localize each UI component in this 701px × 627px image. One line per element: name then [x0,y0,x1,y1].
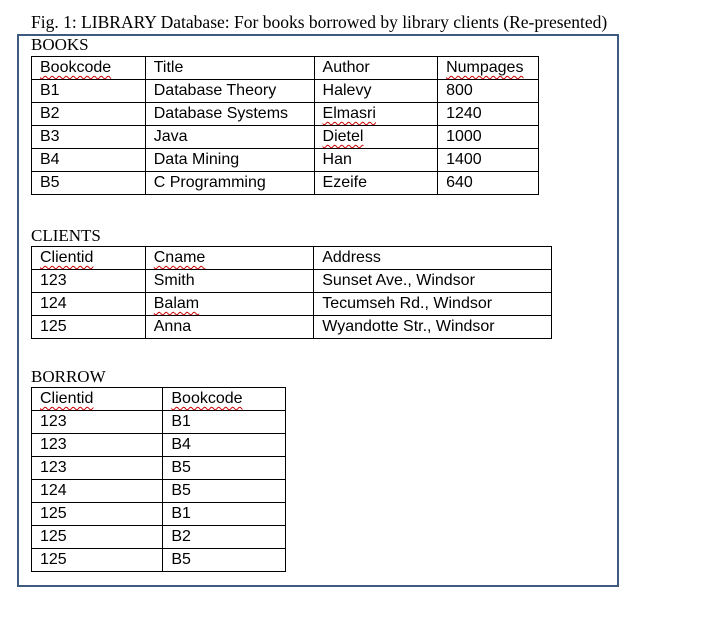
cell: 125 [32,549,163,572]
borrow-header-row [32,388,286,411]
cell: B5 [32,172,146,195]
cell [314,126,438,149]
col-header-clientid [32,247,146,270]
col-header-cname [145,247,313,270]
table-row [32,103,539,126]
cell [314,103,438,126]
books-table [31,56,539,195]
header-text: Title [153,59,184,76]
table-row [32,503,286,526]
table-row [32,126,539,149]
table-row [32,172,539,195]
clients-table [31,246,552,339]
header-text: Bookcode [171,390,243,407]
col-header-clientid [32,388,163,411]
cell: B1 [163,503,286,526]
cell: 800 [438,80,539,103]
col-header-address [314,247,552,270]
cell: Ezeife [314,172,438,195]
cell: B5 [163,549,286,572]
cell-text: Balam [153,295,200,312]
table-row [32,293,552,316]
header-text: Address [322,249,381,266]
cell [145,293,313,316]
header-text: Clientid [40,249,94,266]
cell: 1000 [438,126,539,149]
cell: 123 [32,457,163,480]
clients-table-name: CLIENTS [31,226,101,245]
cell: Han [314,149,438,172]
cell: Database Theory [145,80,314,103]
cell: B3 [32,126,146,149]
table-row [32,549,286,572]
table-row [32,411,286,434]
cell: B1 [32,80,146,103]
col-header-title [145,57,314,80]
books-header-row [32,57,539,80]
cell: 124 [32,480,163,503]
cell: Database Systems [145,103,314,126]
col-header-numpages [438,57,539,80]
cell: C Programming [145,172,314,195]
cell: 123 [32,411,163,434]
cell: Halevy [314,80,438,103]
header-text: Clientid [40,390,94,407]
header-text: Numpages [446,59,524,76]
cell-text: Elmasri [322,105,376,122]
cell: Tecumseh Rd., Windsor [314,293,552,316]
clients-header-row [32,247,552,270]
col-header-bookcode [32,57,146,80]
table-row [32,480,286,503]
cell: 1400 [438,149,539,172]
cell: 123 [32,434,163,457]
cell: 125 [32,503,163,526]
header-text: Cname [153,249,206,266]
cell: 123 [32,270,146,293]
cell: B2 [163,526,286,549]
cell: 1240 [438,103,539,126]
cell: Wyandotte Str., Windsor [314,316,552,339]
table-row [32,270,552,293]
cell: B1 [163,411,286,434]
cell: 125 [32,316,146,339]
table-row [32,434,286,457]
figure-title: Fig. 1: LIBRARY Database: For books borrowed by library clients (Re-presented) [31,12,608,32]
table-row [32,316,552,339]
books-table-name: BOOKS [31,35,89,54]
cell: B5 [163,480,286,503]
cell: Java [145,126,314,149]
cell: 125 [32,526,163,549]
cell-text: Dietel [322,128,364,145]
cell: Anna [145,316,313,339]
table-row [32,457,286,480]
cell: Sunset Ave., Windsor [314,270,552,293]
cell: B4 [163,434,286,457]
table-row [32,149,539,172]
header-text: Bookcode [40,59,112,76]
cell: B2 [32,103,146,126]
cell: Smith [145,270,313,293]
col-header-bookcode [163,388,286,411]
cell: 640 [438,172,539,195]
borrow-table-name: BORROW [31,367,106,386]
header-text: Author [322,59,370,76]
borrow-table [31,387,286,572]
cell: 124 [32,293,146,316]
table-row [32,80,539,103]
table-row [32,526,286,549]
cell: Data Mining [145,149,314,172]
col-header-author [314,57,438,80]
cell: B4 [32,149,146,172]
cell: B5 [163,457,286,480]
